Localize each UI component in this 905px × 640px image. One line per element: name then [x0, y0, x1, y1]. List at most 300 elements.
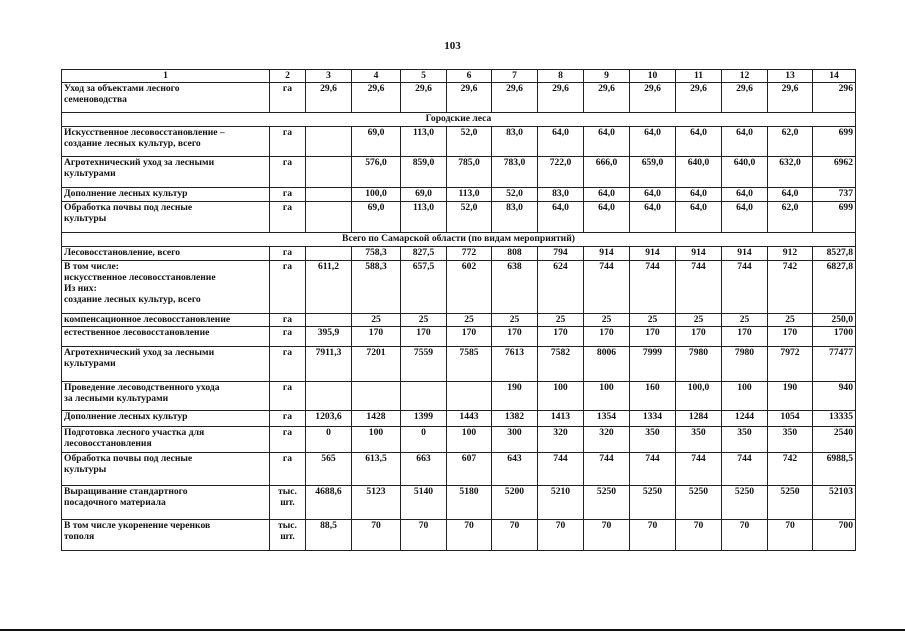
value-cell: 7585 [447, 347, 492, 382]
value-cell: 5250 [768, 486, 813, 520]
value-cell [306, 127, 352, 157]
value-cell: 588,3 [352, 261, 401, 314]
activity-name-line: Дополнение лесных культур [64, 188, 188, 199]
activity-name-line: Дополнение лесных культур [64, 411, 188, 422]
activity-name-line: искусственное лесовосстановление [64, 272, 216, 283]
value-cell: 350 [676, 427, 722, 453]
value-cell: 699 [813, 202, 856, 233]
unit-cell [270, 202, 306, 233]
value-cell: 64,0 [676, 188, 722, 202]
value-cell: 6962 [813, 157, 856, 188]
value-cell: 170 [584, 327, 630, 347]
value-cell: 5250 [584, 486, 630, 520]
activity-name-cell [62, 382, 270, 411]
value-cell: 88,5 [306, 520, 352, 551]
value-cell: 7972 [768, 347, 813, 382]
value-cell: 6988,5 [813, 453, 856, 486]
value-cell: 5180 [447, 486, 492, 520]
value-cell: 64,0 [676, 202, 722, 233]
value-cell: 29,6 [306, 83, 352, 113]
value-cell: 576,0 [352, 157, 401, 188]
value-cell: 25 [722, 314, 768, 327]
value-cell: 25 [768, 314, 813, 327]
value-cell: 29,6 [401, 83, 447, 113]
value-cell: 69,0 [352, 127, 401, 157]
activity-name-line: культуры [64, 213, 107, 224]
activity-name-cell [62, 247, 270, 261]
value-cell: 64,0 [584, 202, 630, 233]
value-cell: 83,0 [492, 127, 538, 157]
value-cell: 0 [306, 427, 352, 453]
value-cell: 859,0 [401, 157, 447, 188]
value-cell: 77477 [813, 347, 856, 382]
value-cell: 70 [584, 520, 630, 551]
activity-name-line: Лесовосстановление, всего [64, 247, 181, 258]
unit-cell [270, 327, 306, 347]
value-cell: 25 [630, 314, 676, 327]
table-row [62, 202, 856, 233]
value-cell: 170 [492, 327, 538, 347]
value-cell: 296 [813, 83, 856, 113]
activity-name-line: естественное лесовосстановление [64, 327, 210, 338]
value-cell: 737 [813, 188, 856, 202]
value-cell: 69,0 [401, 188, 447, 202]
value-cell: 914 [630, 247, 676, 261]
value-cell: 70 [447, 520, 492, 551]
value-cell: 742 [768, 261, 813, 314]
value-cell: 6827,8 [813, 261, 856, 314]
value-cell [306, 202, 352, 233]
unit-cell [270, 520, 306, 551]
unit-line: тыс. [278, 486, 297, 497]
unit-text: га [282, 327, 293, 338]
column-number-cell: 7 [492, 70, 538, 83]
value-cell: 250,0 [813, 314, 856, 327]
value-cell: 7911,3 [306, 347, 352, 382]
value-cell: 7559 [401, 347, 447, 382]
unit-cell [270, 486, 306, 520]
unit-text: га [282, 127, 293, 138]
activity-name-line: Обработка почвы под лесные [64, 202, 193, 213]
value-cell: 64,0 [630, 202, 676, 233]
table-row [62, 157, 856, 188]
unit-cell [270, 157, 306, 188]
value-cell: 5210 [538, 486, 584, 520]
value-cell: 1284 [676, 411, 722, 427]
unit-text: га [282, 314, 293, 325]
value-cell: 29,6 [630, 83, 676, 113]
unit-cell [270, 261, 306, 314]
value-cell: 70 [401, 520, 447, 551]
value-cell: 100 [584, 382, 630, 411]
unit-cell [270, 427, 306, 453]
value-cell: 25 [492, 314, 538, 327]
value-cell: 170 [447, 327, 492, 347]
table-row [62, 327, 856, 347]
page-number: 103 [444, 40, 461, 52]
value-cell: 70 [722, 520, 768, 551]
column-number-cell: 8 [538, 70, 584, 83]
value-cell: 1244 [722, 411, 768, 427]
section-header-row [62, 233, 856, 247]
value-cell: 794 [538, 247, 584, 261]
unit-line: шт. [280, 497, 295, 508]
unit-cell [270, 83, 306, 113]
column-number-cell: 10 [630, 70, 676, 83]
value-cell: 744 [584, 261, 630, 314]
activity-name-cell [62, 314, 270, 327]
activity-name-line: культурами [64, 168, 116, 179]
value-cell: 350 [768, 427, 813, 453]
value-cell: 52,0 [447, 127, 492, 157]
value-cell: 64,0 [676, 127, 722, 157]
value-cell: 722,0 [538, 157, 584, 188]
activity-name-line: Уход за объектами лесного [64, 83, 180, 94]
value-cell: 744 [722, 453, 768, 486]
activity-name-cell [62, 453, 270, 486]
value-cell: 785,0 [447, 157, 492, 188]
value-cell: 62,0 [768, 127, 813, 157]
column-number-cell: 2 [270, 70, 306, 83]
value-cell: 742 [768, 453, 813, 486]
value-cell: 7980 [722, 347, 768, 382]
value-cell: 170 [676, 327, 722, 347]
value-cell: 52103 [813, 486, 856, 520]
value-cell: 657,5 [401, 261, 447, 314]
value-cell: 83,0 [492, 202, 538, 233]
value-cell: 607 [447, 453, 492, 486]
column-number-cell: 13 [768, 70, 813, 83]
unit-cell [270, 453, 306, 486]
value-cell: 13335 [813, 411, 856, 427]
activity-name-cell [62, 327, 270, 347]
unit-cell [270, 188, 306, 202]
value-cell: 640,0 [722, 157, 768, 188]
activity-name-line: Из них: [64, 283, 97, 294]
table-row [62, 347, 856, 382]
value-cell: 7999 [630, 347, 676, 382]
value-cell [401, 382, 447, 411]
value-cell: 1413 [538, 411, 584, 427]
table-row [62, 427, 856, 453]
value-cell [447, 382, 492, 411]
value-cell: 69,0 [352, 202, 401, 233]
value-cell: 64,0 [538, 127, 584, 157]
value-cell: 1443 [447, 411, 492, 427]
value-cell: 758,3 [352, 247, 401, 261]
value-cell: 100 [538, 382, 584, 411]
value-cell: 320 [538, 427, 584, 453]
table-row [62, 261, 856, 314]
value-cell: 25 [352, 314, 401, 327]
value-cell: 7582 [538, 347, 584, 382]
value-cell [306, 157, 352, 188]
column-number-cell: 12 [722, 70, 768, 83]
table-row [62, 127, 856, 157]
value-cell: 8527,8 [813, 247, 856, 261]
value-cell: 808 [492, 247, 538, 261]
value-cell: 100,0 [676, 382, 722, 411]
value-cell: 64,0 [584, 127, 630, 157]
activity-name-line: Агротехнический уход за лесными [64, 157, 215, 168]
value-cell: 7980 [676, 347, 722, 382]
activity-name-line: Подготовка лесного участка для [64, 427, 205, 438]
value-cell: 113,0 [401, 127, 447, 157]
table-row [62, 314, 856, 327]
activity-name-cell [62, 520, 270, 551]
unit-text: га [282, 453, 293, 464]
value-cell [306, 188, 352, 202]
activity-name-line: В том числе укоренение черенков [64, 520, 211, 531]
value-cell: 1334 [630, 411, 676, 427]
value-cell: 4688,6 [306, 486, 352, 520]
value-cell: 783,0 [492, 157, 538, 188]
value-cell: 320 [584, 427, 630, 453]
value-cell: 613,5 [352, 453, 401, 486]
value-cell: 64,0 [722, 202, 768, 233]
value-cell: 29,6 [492, 83, 538, 113]
activity-name-line: культуры [64, 464, 107, 475]
activity-name-line: создание лесных культур, всего [64, 138, 201, 149]
value-cell: 52,0 [492, 188, 538, 202]
value-cell: 699 [813, 127, 856, 157]
value-cell [306, 314, 352, 327]
value-cell: 83,0 [538, 188, 584, 202]
value-cell: 64,0 [538, 202, 584, 233]
activity-name-line: лесовосстановления [64, 438, 152, 449]
column-number-cell: 1 [62, 70, 270, 83]
value-cell: 744 [630, 453, 676, 486]
value-cell: 1382 [492, 411, 538, 427]
value-cell: 100 [447, 427, 492, 453]
unit-cell [270, 247, 306, 261]
value-cell: 29,6 [722, 83, 768, 113]
value-cell: 5200 [492, 486, 538, 520]
value-cell: 300 [492, 427, 538, 453]
value-cell: 5250 [676, 486, 722, 520]
value-cell: 1054 [768, 411, 813, 427]
value-cell: 25 [447, 314, 492, 327]
table-row [62, 486, 856, 520]
value-cell [306, 247, 352, 261]
value-cell: 70 [630, 520, 676, 551]
activity-name-line: семеноводства [64, 94, 127, 105]
unit-text: га [282, 347, 293, 358]
value-cell: 5250 [630, 486, 676, 520]
value-cell: 170 [538, 327, 584, 347]
table-row [62, 520, 856, 551]
value-cell: 8006 [584, 347, 630, 382]
unit-line: тыс. [278, 520, 297, 531]
unit-line: шт. [280, 531, 295, 542]
value-cell: 29,6 [447, 83, 492, 113]
table-body [62, 70, 856, 551]
column-number-cell: 14 [813, 70, 856, 83]
activity-name-line: Выращивание стандартного [64, 486, 188, 497]
column-number-cell: 11 [676, 70, 722, 83]
column-number-cell: 4 [352, 70, 401, 83]
value-cell: 29,6 [538, 83, 584, 113]
value-cell: 565 [306, 453, 352, 486]
activity-name-line: Искусственное лесовосстановление – [64, 127, 225, 138]
activity-name-cell [62, 347, 270, 382]
value-cell: 170 [401, 327, 447, 347]
value-cell: 100 [722, 382, 768, 411]
activity-name-line: Обработка почвы под лесные [64, 453, 193, 464]
table-row [62, 83, 856, 113]
value-cell: 25 [676, 314, 722, 327]
unit-cell [270, 347, 306, 382]
value-cell: 100,0 [352, 188, 401, 202]
activity-name-cell [62, 83, 270, 113]
value-cell: 744 [538, 453, 584, 486]
value-cell: 64,0 [768, 188, 813, 202]
value-cell: 25 [584, 314, 630, 327]
column-number-cell: 3 [306, 70, 352, 83]
value-cell: 700 [813, 520, 856, 551]
value-cell: 640,0 [676, 157, 722, 188]
table-row [62, 453, 856, 486]
value-cell: 5250 [722, 486, 768, 520]
unit-cell [270, 314, 306, 327]
value-cell: 70 [538, 520, 584, 551]
table-row [62, 188, 856, 202]
value-cell: 0 [401, 427, 447, 453]
value-cell [352, 382, 401, 411]
value-cell: 70 [352, 520, 401, 551]
unit-text: га [282, 188, 293, 199]
value-cell: 160 [630, 382, 676, 411]
value-cell: 914 [676, 247, 722, 261]
value-cell: 29,6 [584, 83, 630, 113]
value-cell: 64,0 [722, 188, 768, 202]
value-cell: 29,6 [768, 83, 813, 113]
activity-name-line: Агротехнический уход за лесными [64, 347, 215, 358]
unit-text: га [282, 157, 293, 168]
value-cell: 1354 [584, 411, 630, 427]
activity-name-line: за лесными культурами [64, 393, 169, 404]
section-title: Всего по Самарской области (по видам мероприятий) [62, 233, 856, 247]
value-cell: 70 [676, 520, 722, 551]
value-cell: 5123 [352, 486, 401, 520]
value-cell: 1428 [352, 411, 401, 427]
activity-name-line: тополя [64, 531, 95, 542]
value-cell: 744 [676, 261, 722, 314]
value-cell: 350 [630, 427, 676, 453]
value-cell: 350 [722, 427, 768, 453]
value-cell: 62,0 [768, 202, 813, 233]
value-cell: 113,0 [401, 202, 447, 233]
forestry-table [61, 69, 856, 551]
value-cell: 772 [447, 247, 492, 261]
value-cell: 7201 [352, 347, 401, 382]
column-number-row [62, 70, 856, 83]
value-cell: 1399 [401, 411, 447, 427]
activity-name-line: В том числе: [64, 261, 119, 272]
table-row [62, 411, 856, 427]
value-cell: 64,0 [722, 127, 768, 157]
value-cell: 912 [768, 247, 813, 261]
unit-cell [270, 127, 306, 157]
value-cell: 638 [492, 261, 538, 314]
value-cell: 170 [630, 327, 676, 347]
activity-name-line: создание лесных культур, всего [64, 294, 201, 305]
unit-text: га [282, 411, 293, 422]
value-cell: 666,0 [584, 157, 630, 188]
value-cell: 663 [401, 453, 447, 486]
value-cell: 395,9 [306, 327, 352, 347]
value-cell: 744 [722, 261, 768, 314]
unit-text: га [282, 261, 293, 272]
activity-name-cell [62, 261, 270, 314]
value-cell: 100 [352, 427, 401, 453]
value-cell: 64,0 [584, 188, 630, 202]
activity-name-cell [62, 411, 270, 427]
value-cell: 602 [447, 261, 492, 314]
section-title: Городские леса [62, 113, 856, 127]
value-cell: 827,5 [401, 247, 447, 261]
unit-cell [270, 382, 306, 411]
value-cell: 1203,6 [306, 411, 352, 427]
value-cell [306, 382, 352, 411]
value-cell: 70 [768, 520, 813, 551]
column-number-cell: 5 [401, 70, 447, 83]
value-cell: 914 [722, 247, 768, 261]
value-cell: 744 [630, 261, 676, 314]
unit-text: га [282, 202, 293, 213]
value-cell: 659,0 [630, 157, 676, 188]
unit-text: га [282, 83, 293, 94]
value-cell: 2540 [813, 427, 856, 453]
activity-name-cell [62, 188, 270, 202]
value-cell: 170 [352, 327, 401, 347]
value-cell: 29,6 [352, 83, 401, 113]
section-header-row [62, 113, 856, 127]
column-number-cell: 6 [447, 70, 492, 83]
unit-text: га [282, 247, 293, 258]
value-cell: 29,6 [676, 83, 722, 113]
table-row [62, 247, 856, 261]
unit-cell [270, 411, 306, 427]
table-row [62, 382, 856, 411]
value-cell: 64,0 [630, 188, 676, 202]
unit-text: га [282, 382, 293, 393]
activity-name-line: компенсационное лесовосстановление [64, 314, 231, 325]
value-cell: 914 [584, 247, 630, 261]
value-cell: 25 [401, 314, 447, 327]
value-cell: 744 [676, 453, 722, 486]
value-cell: 1700 [813, 327, 856, 347]
value-cell: 170 [722, 327, 768, 347]
value-cell: 632,0 [768, 157, 813, 188]
value-cell: 190 [492, 382, 538, 411]
value-cell: 940 [813, 382, 856, 411]
value-cell: 643 [492, 453, 538, 486]
value-cell: 113,0 [447, 188, 492, 202]
activity-name-cell [62, 127, 270, 157]
value-cell: 64,0 [630, 127, 676, 157]
activity-name-cell [62, 486, 270, 520]
value-cell: 170 [768, 327, 813, 347]
activity-name-cell [62, 202, 270, 233]
activity-name-line: посадочного материала [64, 497, 166, 508]
column-number-cell: 9 [584, 70, 630, 83]
value-cell: 624 [538, 261, 584, 314]
activity-name-line: культурами [64, 358, 116, 369]
value-cell: 744 [584, 453, 630, 486]
value-cell: 611,2 [306, 261, 352, 314]
unit-text: га [282, 427, 293, 438]
